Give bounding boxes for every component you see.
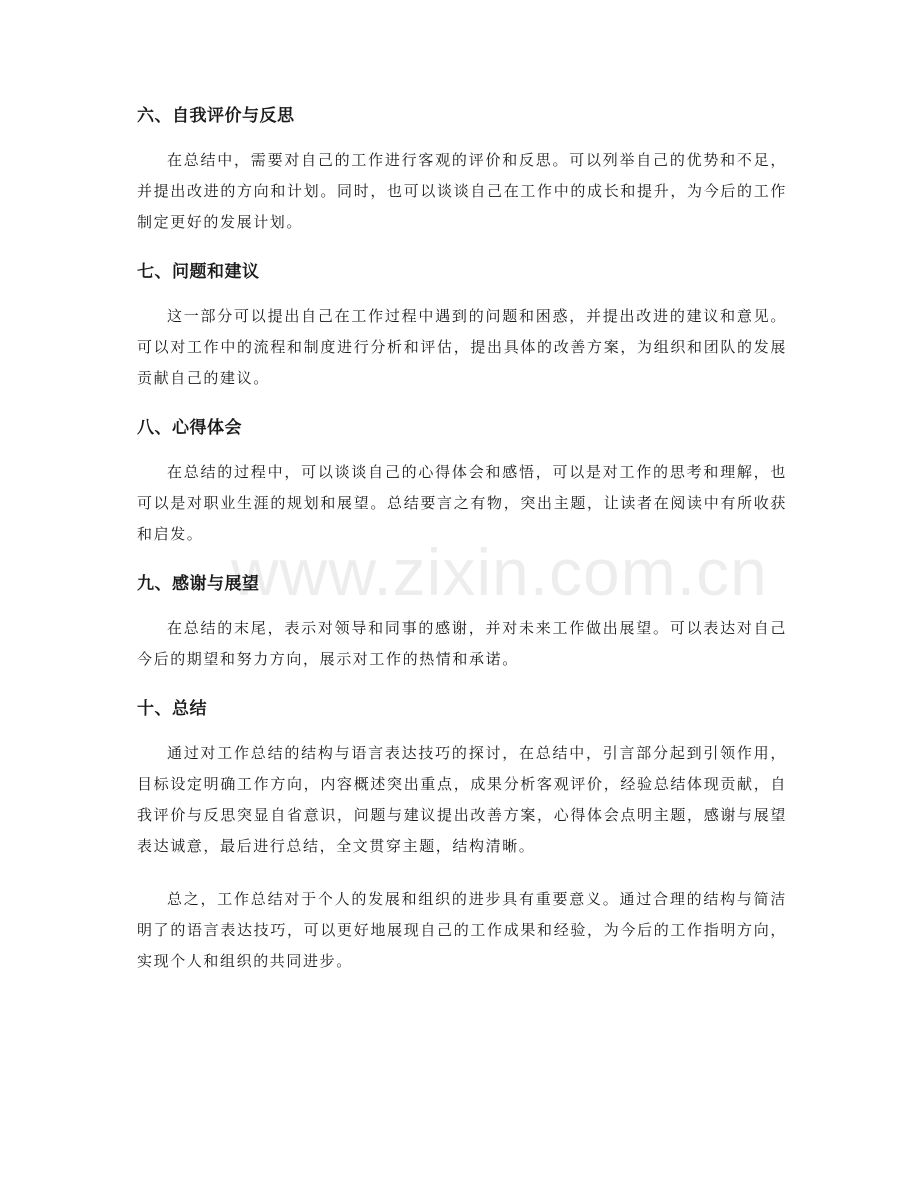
section-self-evaluation	[137, 104, 787, 238]
section-heading: 七、问题和建议	[137, 262, 260, 282]
watermark: www.zixin.com.cn	[231, 535, 768, 609]
section-paragraph: 这一部分可以提出自己在工作过程中遇到的问题和困惑，并提出改进的建议和意见。可以对工作中的流程和制度进行分析和评估，提出具体的改善方案，为组织和团队的发展贡献自己的建议。	[137, 307, 787, 387]
section-heading: 八、心得体会	[137, 418, 242, 438]
section-paragraph: 通过对工作总结的结构与语言表达技巧的探讨，在总结中，引言部分起到引领作用，目标设定明确工作方向，内容概述突出重点，成果分析客观评价，经验总结体现贡献，自我评价与反思突显自省意识，问题与建议提出改善方案，心得体会点明主题，感谢与展望表达诚意，最后进行总结，全文贯穿主题，结构清晰。	[137, 744, 787, 855]
section-experience	[137, 416, 787, 550]
section-heading: 六、自我评价与反思	[137, 106, 295, 126]
section-heading: 十、总结	[137, 699, 207, 719]
section-heading: 九、感谢与展望	[137, 574, 260, 594]
section-summary	[137, 697, 787, 977]
section-paragraph: 在总结的末尾，表示对领导和同事的感谢，并对未来工作做出展望。可以表达对自己今后的期望和努力方向，展示对工作的热情和承诺。	[137, 619, 787, 668]
section-paragraph: 在总结的过程中，可以谈谈自己的心得体会和感悟，可以是对工作的思考和理解，也可以是对职业生涯的规划和展望。总结要言之有物，突出主题，让读者在阅读中有所收获和启发。	[137, 463, 787, 543]
document-body	[137, 104, 787, 999]
section-thanks-outlook	[137, 572, 787, 675]
section-paragraph: 总之，工作总结对于个人的发展和组织的进步具有重要意义。通过合理的结构与简洁明了的语言表达技巧，可以更好地展现自己的工作成果和经验，为今后的工作指明方向，实现个人和组织的共同进步。	[137, 890, 787, 970]
section-paragraph: 在总结中，需要对自己的工作进行客观的评价和反思。可以列举自己的优势和不足，并提出改进的方向和计划。同时，也可以谈谈自己在工作中的成长和提升，为今后的工作制定更好的发展计划。	[137, 151, 787, 231]
section-problems-suggestions	[137, 260, 787, 394]
